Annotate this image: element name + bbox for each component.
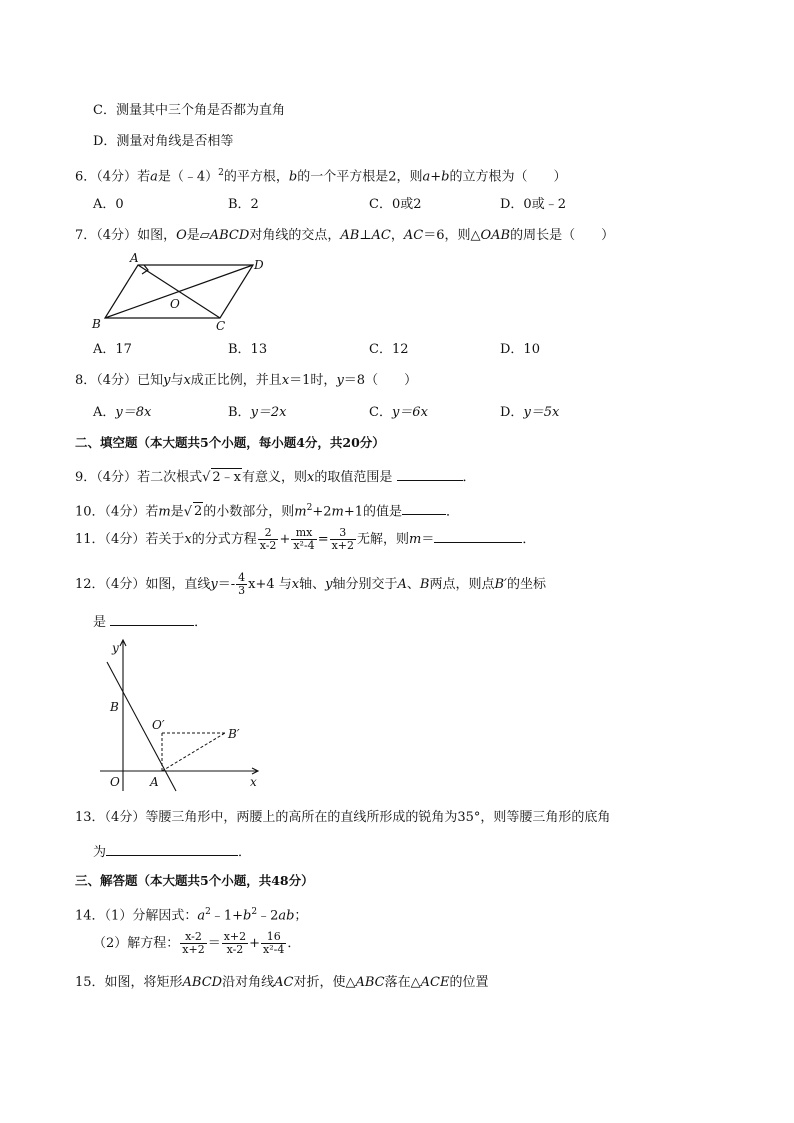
label-b-prime: B′ bbox=[228, 727, 240, 741]
q8-option-c: C．y＝6x bbox=[369, 405, 428, 420]
question-12-line2: 是 ． bbox=[93, 612, 207, 632]
question-14-part2: （2）解方程： $\frac{x-2}{x+2}$ ＝ $\frac{x+2}{x-2}$ + $\frac{16}{\text{x²-4}}$ ． bbox=[93, 930, 301, 956]
q5-option-c: C．测量其中三个角是否都为直角 bbox=[93, 103, 285, 118]
answer-blank-10 bbox=[402, 501, 446, 515]
q8-option-a: A．y＝8x bbox=[93, 405, 152, 420]
fraction-slope: $\frac{4}{3}$ bbox=[238, 571, 246, 597]
sqrt-radicand: 2﹣x bbox=[212, 470, 241, 485]
parallelogram-figure bbox=[88, 248, 278, 338]
question-12: 12．（4分）如图，直线y＝- $\frac{4}{3}$ x+4 与x轴、y轴分别交于A、B两点，则点B′的坐标 bbox=[75, 571, 547, 597]
question-13-line2: 为 ． bbox=[93, 842, 251, 862]
q6-option-a: A．0 bbox=[93, 197, 124, 212]
q7-option-d: D．10 bbox=[500, 342, 540, 357]
label-d: D bbox=[254, 258, 264, 272]
answer-blank-11 bbox=[434, 529, 522, 543]
answer-blank-12 bbox=[110, 612, 194, 626]
question-7: 7．（4分）如图，O是▱ABCD对角线的交点，AB⊥AC，AC＝6，则△OAB的周长是（ ） bbox=[75, 228, 615, 243]
answer-blank-13 bbox=[106, 842, 238, 856]
q6-option-b: B．2 bbox=[228, 197, 259, 212]
section-solve-heading: 三、解答题（本大题共5个小题，共48分） bbox=[75, 873, 314, 888]
label-a: A bbox=[150, 775, 159, 789]
label-y: y bbox=[112, 641, 119, 655]
q7-option-b: B．13 bbox=[228, 342, 268, 357]
q7-option-a: A．17 bbox=[93, 342, 132, 357]
label-x: x bbox=[250, 775, 257, 789]
label-o: O bbox=[110, 775, 120, 789]
q8-option-b: B．y＝2x bbox=[228, 405, 287, 420]
line-ab bbox=[107, 662, 176, 791]
question-8: 8．（4分）已知y与x成正比例，并且x＝1时，y＝8（ ） bbox=[75, 373, 418, 388]
label-b: B bbox=[110, 700, 119, 714]
q5-option-d: D．测量对角线是否相等 bbox=[93, 134, 234, 149]
question-15: 15．如图，将矩形ABCD沿对角线AC对折，使△ABC落在△ACE的位置 bbox=[75, 975, 489, 990]
question-10: 10．（4分）若m是√ 2的小数部分，则$m^2+2m+1$的值是 ． bbox=[75, 503, 460, 520]
question-6: 6．（4分）若a是（﹣4）$^2$的平方根，b的一个平方根是2，则a+b的立方根为（ ） bbox=[75, 168, 567, 185]
fraction-2: $\frac{x+2}{x-2}$ bbox=[223, 930, 247, 956]
answer-blank-9 bbox=[397, 467, 463, 481]
dashed-a-b-prime bbox=[162, 733, 225, 771]
label-a: A bbox=[130, 251, 139, 265]
label-o-prime: O′ bbox=[152, 718, 165, 732]
question-13: 13．（4分）等腰三角形中，两腰上的高所在的直线所形成的锐角为35°，则等腰三角形的底角 bbox=[75, 810, 611, 825]
label-b: B bbox=[92, 317, 101, 331]
fraction-3: $\frac{3}{x+2}$ bbox=[331, 526, 355, 552]
q6-option-d: D．0或﹣2 bbox=[500, 197, 566, 212]
question-11: 11．（4分）若关于x的分式方程 $\frac{2}{x-2}$ + $\frac{mx}{\text{x²-4}}$ = $\frac{3}{x+2}$ 无解，则m＝ ． bbox=[75, 526, 536, 552]
fraction-1: $\frac{2}{x-2}$ bbox=[259, 526, 277, 552]
question-14-part1: 14．（1）分解因式：$a^2﹣1+b^2﹣2ab$； bbox=[75, 907, 308, 924]
section-fill-in-heading: 二、填空题（本大题共5个小题，每小题4分，共20分） bbox=[75, 435, 385, 450]
q6-option-c: C．0或2 bbox=[369, 197, 422, 212]
q8-option-d: D．y＝5x bbox=[500, 405, 560, 420]
label-o: O bbox=[170, 297, 180, 311]
fraction-2: $\frac{mx}{\text{x²-4}}$ bbox=[293, 526, 315, 552]
fraction-3: $\frac{16}{\text{x²-4}}$ bbox=[263, 930, 285, 956]
fraction-1: $\frac{x-2}{x+2}$ bbox=[182, 930, 205, 956]
question-9: 9．（4分）若二次根式√ 2﹣x有意义，则x的取值范围是 ． bbox=[75, 467, 476, 487]
q7-option-c: C．12 bbox=[369, 342, 409, 357]
coordinate-figure bbox=[90, 636, 270, 796]
label-c: C bbox=[216, 319, 226, 333]
